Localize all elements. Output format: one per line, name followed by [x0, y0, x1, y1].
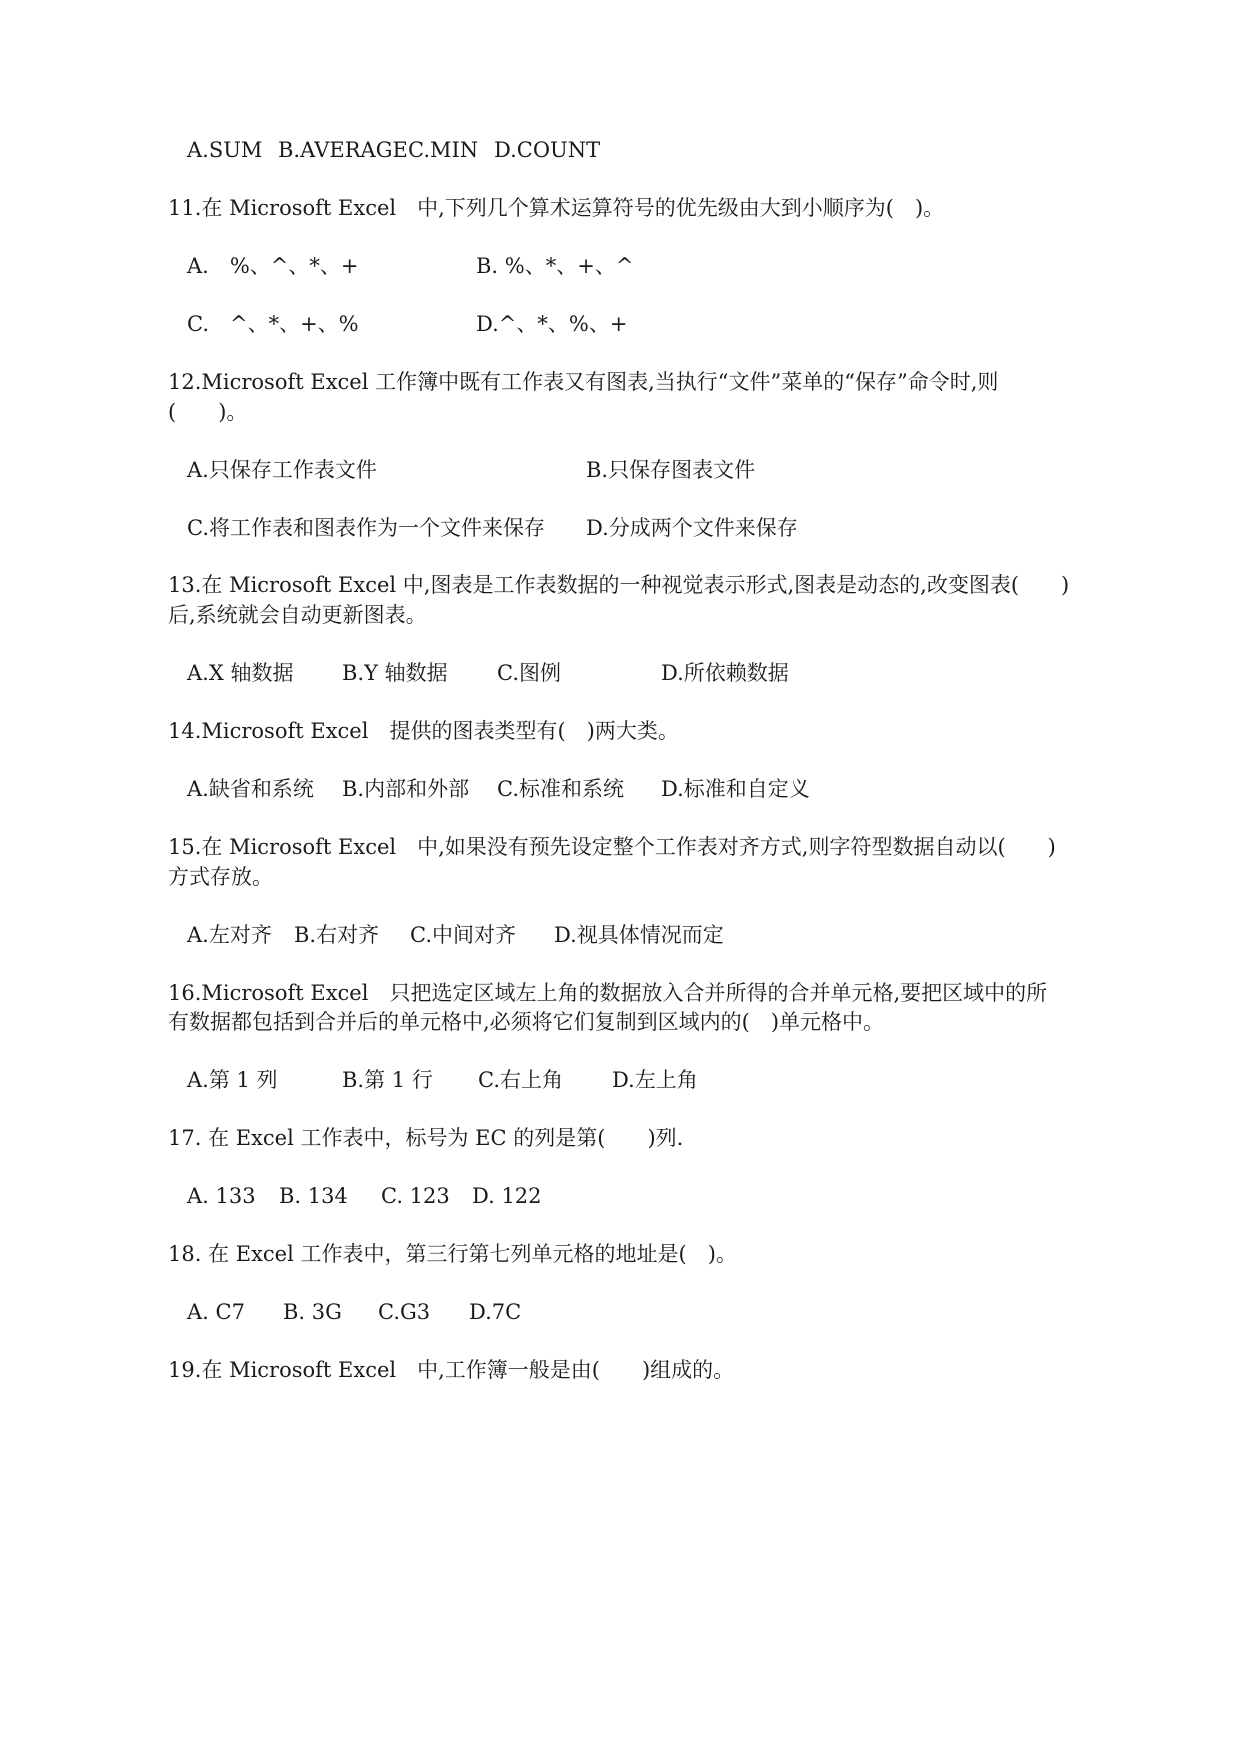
- option-d: D.所依赖数据: [661, 661, 789, 685]
- option-c: C.图例: [497, 661, 561, 685]
- option-a: A.X 轴数据: [187, 661, 294, 685]
- question-stem: 19.在 Microsoft Excel 中,工作簿一般是由( )组成的。: [168, 1358, 735, 1382]
- option-c: C.将工作表和图表作为一个文件来保存: [187, 516, 545, 540]
- option-a: A.缺省和系统: [187, 777, 314, 801]
- question-stem-continued: ( )。: [168, 400, 248, 424]
- option-a: A. %、^、*、+: [187, 254, 359, 278]
- option-d: D.COUNT: [494, 138, 601, 162]
- option-a: A.左对齐: [187, 923, 272, 947]
- option-d: D.标准和自定义: [661, 777, 810, 801]
- option-c: C.右上角: [478, 1068, 563, 1092]
- question-stem-continued: 方式存放。: [168, 865, 273, 889]
- question-stem: 17. 在 Excel 工作表中，标号为 EC 的列是第( )列.: [168, 1126, 684, 1150]
- option-d: D.左上角: [612, 1068, 698, 1092]
- option-b: B.只保存图表文件: [586, 458, 756, 482]
- option-b: B.AVERAGE: [278, 138, 408, 162]
- option-b: B.右对齐: [294, 923, 380, 947]
- option-b: B. 3G: [283, 1300, 342, 1324]
- option-a: A. 133: [187, 1184, 256, 1208]
- option-b: B.Y 轴数据: [342, 661, 448, 685]
- option-a: A. C7: [187, 1300, 245, 1324]
- option-d: D. 122: [472, 1184, 542, 1208]
- option-c: C. 123: [381, 1184, 450, 1208]
- question-stem: 18. 在 Excel 工作表中，第三行第七列单元格的地址是( )。: [168, 1242, 737, 1266]
- option-b: B.内部和外部: [342, 777, 470, 801]
- option-b: B.第 1 行: [342, 1068, 433, 1092]
- option-c: C.MIN: [408, 138, 479, 162]
- option-c: C.中间对齐: [410, 923, 516, 947]
- question-stem: 16.Microsoft Excel 只把选定区域左上角的数据放入合并所得的合并单元格,要把区域中的所: [168, 981, 1048, 1005]
- question-stem-continued: 后,系统就会自动更新图表。: [168, 603, 427, 627]
- question-stem-continued: 有数据都包括到合并后的单元格中,必须将它们复制到区域内的( )单元格中。: [168, 1010, 885, 1034]
- option-b: B. 134: [279, 1184, 348, 1208]
- question-stem: 14.Microsoft Excel 提供的图表类型有( )两大类。: [168, 719, 679, 743]
- question-stem: 15.在 Microsoft Excel 中,如果没有预先设定整个工作表对齐方式,则字符型数据自动以( ): [168, 835, 1056, 859]
- option-a: A.第 1 列: [187, 1068, 278, 1092]
- question-stem: 12.Microsoft Excel 工作簿中既有工作表又有图表,当执行“文件”菜单的“保存”命令时,则: [168, 370, 999, 394]
- question-stem: 11.在 Microsoft Excel 中,下列几个算术运算符号的优先级由大到小顺序为( )。: [168, 196, 945, 220]
- question-stem: 13.在 Microsoft Excel 中,图表是工作表数据的一种视觉表示形式,图表是动态的,改变图表( ): [168, 573, 1070, 597]
- option-a: A.SUM: [187, 138, 263, 162]
- option-a: A.只保存工作表文件: [187, 458, 377, 482]
- option-c: C.标准和系统: [497, 777, 624, 801]
- option-d: D.^、*、%、+: [476, 312, 628, 336]
- option-d: D.分成两个文件来保存: [586, 516, 798, 540]
- option-d: D.7C: [469, 1300, 522, 1324]
- option-c: C.G3: [378, 1300, 431, 1324]
- option-d: D.视具体情况而定: [554, 923, 724, 947]
- option-c: C. ^、*、+、%: [187, 312, 359, 336]
- option-b: B. %、*、+、^: [476, 254, 634, 278]
